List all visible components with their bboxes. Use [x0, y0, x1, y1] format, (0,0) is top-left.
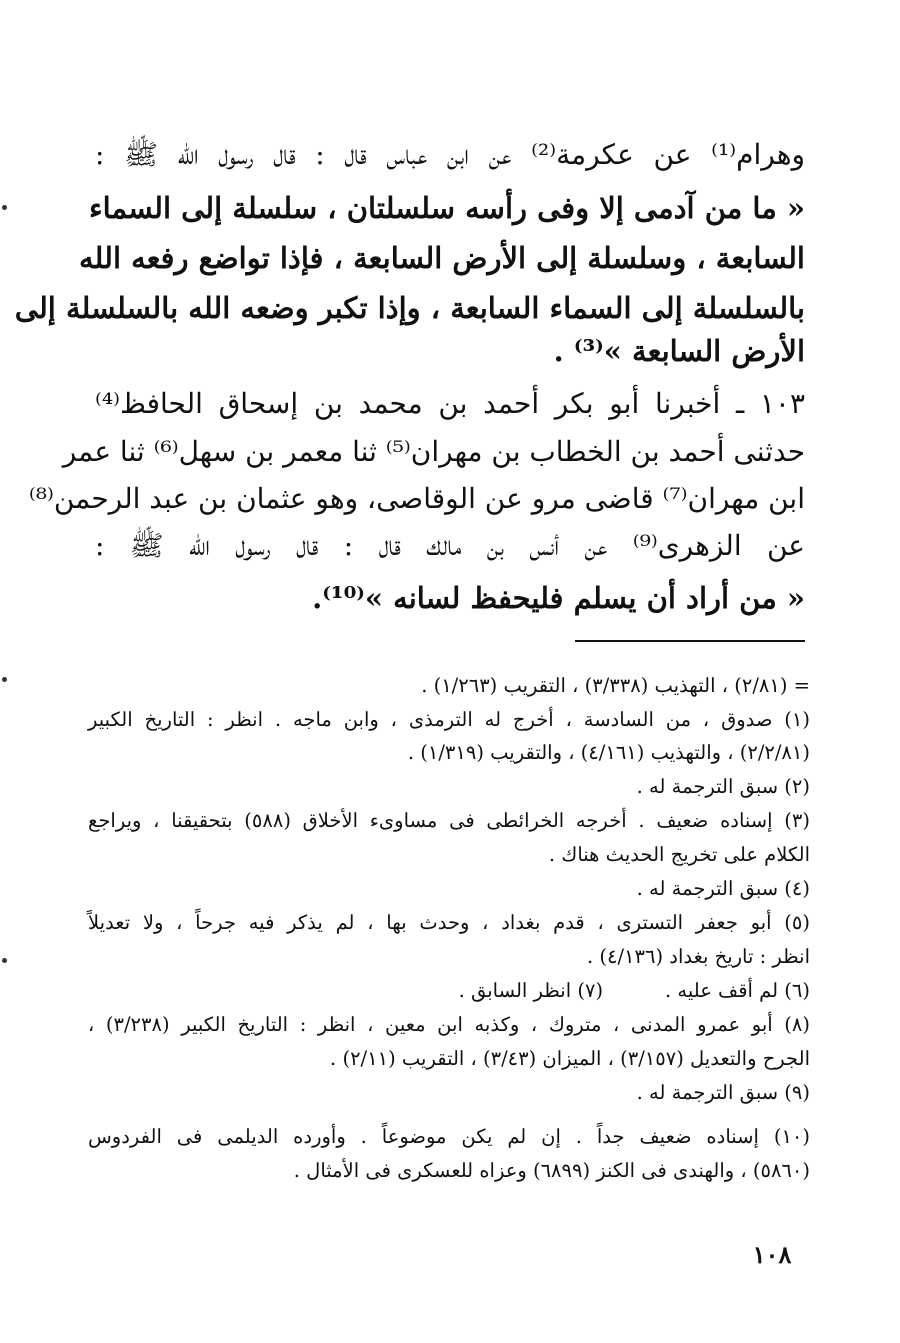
footnote-line: (٥٨٦٠) ، والهندى فى الكنز (٦٨٩٩) وعزاه للعسكرى فى الأمثال . — [293, 1159, 810, 1182]
footnote-line: (١٠) إسناده ضعيف جداً . إن لم يكن موضوعاً . وأورده الديلمى فى الفردوس — [88, 1125, 810, 1148]
main-text-line: عن الزهرى⁽⁹⁾ عن أنس بن مالك قال : قال رسول الله ﷺ : — [95, 529, 805, 562]
page-number: ١٠٨ — [752, 1240, 792, 1269]
footnote-line: (٢/٢/٨١) ، والتهذيب (٤/١٦١) ، والتقريب (١/٣١٩) . — [407, 741, 810, 764]
footnote-line: (٤) سبق الترجمة له . — [636, 877, 810, 900]
hadith-text-line: « ما من آدمى إلا وفى رأسه سلسلتان ، سلسلة إلى السماء — [89, 191, 805, 225]
hadith-text-line: السابعة ، وسلسلة إلى الأرض السابعة ، فإذا تواضع رفعه الله — [78, 241, 805, 275]
footnote-line: = (٢/٨١) ، التهذيب (٣/٣٣٨) ، التقريب (١/٢٦٣) . — [421, 674, 810, 697]
footnote-line: (١) صدوق ، من السادسة ، أخرج له الترمذى ، وابن ماجه . انظر : التاريخ الكبير — [88, 708, 810, 731]
footnote-separator — [575, 640, 805, 642]
footnote-line: (٨) أبو عمرو المدنى ، متروك ، وكذبه ابن معين ، انظر : التاريخ الكبير (٣/٢٣٨) ، — [88, 1013, 810, 1036]
scan-speck — [2, 958, 7, 963]
main-text-line: حدثنى أحمد بن الخطاب بن مهران⁽⁵⁾ ثنا معمر بن سهل⁽⁶⁾ ثنا عمر — [62, 435, 805, 468]
footnote-line: (٢) سبق الترجمة له . — [636, 775, 810, 798]
hadith-text-line: « من أراد أن يسلم فليحفظ لسانه »⁽¹⁰⁾. — [312, 581, 805, 615]
scan-speck — [2, 205, 7, 210]
footnote-line: (٦) لم أقف عليه . (٧) انظر السابق . — [458, 979, 810, 1002]
hadith-text-line: بالسلسلة إلى السماء السابعة ، وإذا تكبر وضعه الله بالسلسلة إلى — [14, 291, 805, 325]
footnote-line: الكلام على تخريج الحديث هناك . — [548, 843, 810, 866]
footnote-line: الجرح والتعديل (٣/١٥٧) ، الميزان (٣/٤٣) ، التقريب (٢/١١) . — [330, 1047, 810, 1070]
hadith-text-line: الأرض السابعة »⁽³⁾ . — [553, 334, 805, 368]
scan-speck — [2, 677, 7, 682]
footnote-line: (٥) أبو جعفر التسترى ، قدم بغداد ، وحدث بها ، لم يذكر فيه جرحاً ، ولا تعديلاً — [88, 911, 810, 934]
main-text-line: ابن مهران⁽⁷⁾ قاضى مرو عن الوقاصى، وهو عثمان بن عبد الرحمن⁽⁸⁾ — [28, 482, 805, 515]
hadith-number-line: ١٠٣ ـ أخبرنا أبو بكر أحمد بن محمد بن إسحاق الحافظ⁽⁴⁾ — [95, 387, 805, 420]
main-text-line: وهرام⁽¹⁾ عن عكرمة⁽²⁾ عن ابن عباس قال : قال رسول الله ﷺ : — [95, 138, 805, 171]
footnote-line: (٣) إسناده ضعيف . أخرجه الخرائطى فى مساوىء الأخلاق (٥٨٨) بتحقيقنا ، ويراجع — [88, 809, 810, 832]
footnote-line: (٩) سبق الترجمة له . — [636, 1081, 810, 1104]
footnote-line: انظر : تاريخ بغداد (٤/١٣٦) . — [586, 945, 810, 968]
